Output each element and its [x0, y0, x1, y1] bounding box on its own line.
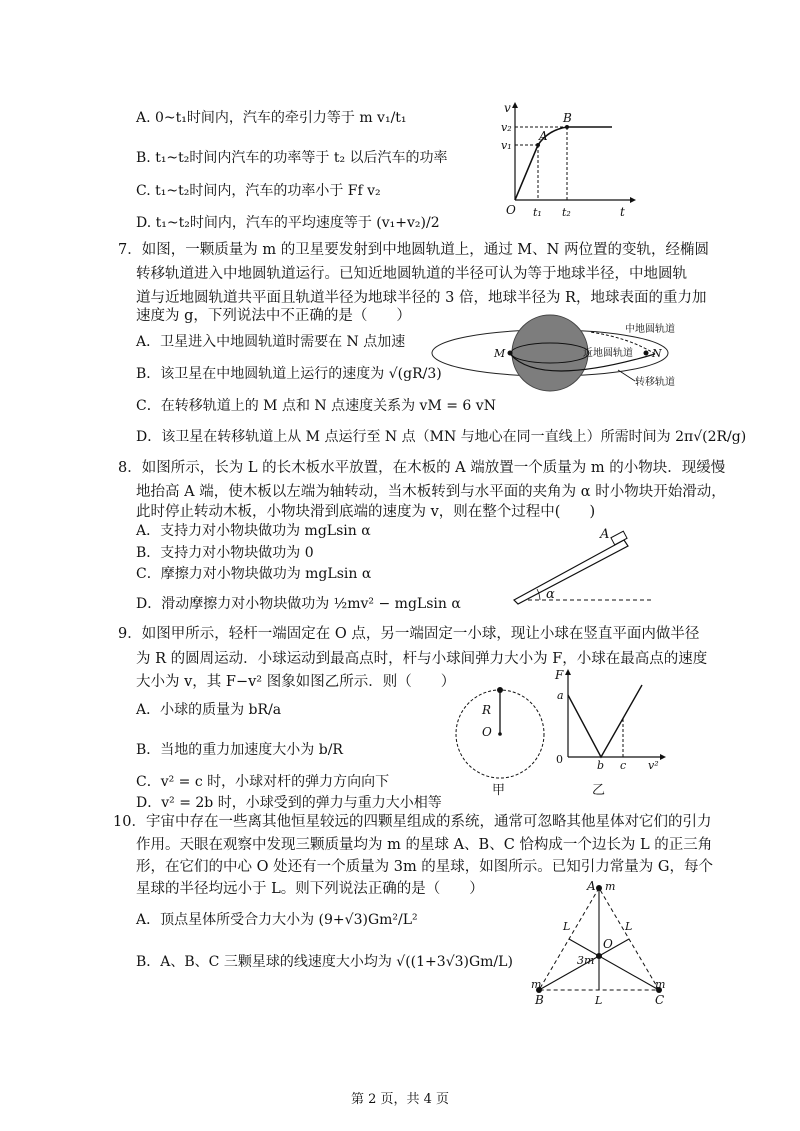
label-3m: 3m [577, 954, 595, 967]
q10-stem-line1: 10．宇宙中存在一些离其他恒星较远的四颗星组成的系统，通常可忽略其他星体对它们的引力 [113, 814, 712, 830]
q9-stem-line1: 9．如图甲所示，轻杆一端固定在 O 点，另一端固定一小球，现让小球在竖直平面内做半径 [118, 626, 700, 642]
ball [497, 687, 503, 693]
label-l-right: L [625, 920, 633, 933]
vt-curve [515, 127, 612, 200]
label-r: R [482, 703, 492, 717]
label-alpha: α [546, 587, 555, 602]
f-v2-line [568, 685, 642, 757]
q10-stem-line3: 形，在它们的中心 O 处还有一个质量为 3m 的星球，如图所示。已知引力常量为 G，每个 [136, 859, 713, 875]
q7-option-b: B．该卫星在中地圆轨道上运行的速度为 √(gR/3) [136, 366, 442, 382]
label-t2: t₂ [562, 206, 571, 219]
q6-vt-graph [500, 100, 640, 225]
label-l-left: L [563, 920, 571, 933]
q9-stem-line2: 为 R 的圆周运动．小球运动到最高点时，杆与小球间弹力大小为 F，小球在最高点的速度 [136, 651, 708, 667]
label-m-top: m [605, 880, 616, 893]
q10-stem-line2: 作用。天眼在观察中发现三颗质量均为 m 的星球 A、B、C 恰构成一个边长为 L 的正三角 [136, 837, 713, 853]
label-b: b [597, 759, 605, 772]
q10-stem-line4: 星球的半径均远小于 L。则下列说法正确的是（ ） [136, 881, 484, 897]
label-c: C [655, 993, 665, 1007]
q8-option-b: B．支持力对小物块做功为 0 [136, 545, 314, 561]
label-mid-orbit: 中地圆轨道 [625, 324, 675, 335]
label-origin: O [506, 203, 516, 217]
caption-yi: 乙 [592, 783, 606, 798]
label-m-right: m [655, 978, 666, 991]
q7-stem-line4: 速度为 g，下列说法中不正确的是（ ） [136, 308, 411, 324]
q7-stem-line1: 7．如图，一颗质量为 m 的卫星要发射到中地圆轨道上，通过 M、N 两位置的变轨，经椭圆 [118, 242, 709, 258]
label-v1: v₁ [501, 139, 512, 152]
q6-option-b: B. t₁~t₂时间内汽车的功率等于 t₂ 以后汽车的功率 [136, 150, 448, 166]
label-f: F [555, 668, 564, 682]
q7-option-a: A．卫星进入中地圆轨道时需要在 N 点加速 [136, 334, 406, 350]
q8-option-c: C．摩擦力对小物块做功为 mgLsin α [136, 566, 372, 582]
q7-stem-line2: 转移轨道进入中地圆轨道运行。已知近地圆轨道的半径可认为等于地球半径，中地圆轨 [136, 266, 687, 282]
label-t1: t₁ [533, 206, 542, 219]
q9-option-a: A．小球的质量为 bR/a [136, 702, 282, 718]
q7-option-c: C．在转移轨道上的 M 点和 N 点速度关系为 vM = 6 vN [136, 398, 496, 414]
q8-stem-line1: 8．如图所示，长为 L 的长木板水平放置，在木板的 A 端放置一个质量为 m 的小物块．现缓慢 [118, 460, 726, 476]
q8-stem-line2: 地抬高 A 端，使木板以左端为轴转动，当木板转到与水平面的夹角为 α 时小物块开始滑动， [136, 484, 726, 500]
label-b: B [535, 993, 544, 1007]
q9-stem-line3: 大小为 v，其 F−v² 图象如图乙所示．则（ ） [136, 674, 456, 690]
q10-option-b: B．A、B、C 三颗星球的线速度大小均为 √((1+3√3)Gm/L) [136, 954, 513, 970]
label-m-left: m [531, 978, 542, 991]
caption-jia: 甲 [492, 783, 506, 798]
q8-option-d: D．滑动摩擦力对小物块做功为 ½mv² − mgLsin α [136, 596, 461, 612]
q7-option-d: D．该卫星在转移轨道上从 M 点运行至 N 点（MN 与地心在同一直线上）所需时间为 2π√(2R/g) [136, 429, 747, 445]
label-l-bottom: L [595, 994, 603, 1007]
page-footer: 第 2 页，共 4 页 [350, 1092, 450, 1107]
label-zero: 0 [556, 753, 563, 766]
label-v: v [504, 101, 511, 115]
label-point-b: B [563, 111, 572, 125]
label-v2: v₂ [501, 121, 512, 134]
q10-triangle-figure [525, 878, 685, 1006]
q7-orbit-figure [430, 318, 730, 400]
label-a: a [557, 689, 564, 702]
q6-option-a: A. 0~t₁时间内，汽车的牵引力等于 m v₁/t₁ [136, 110, 407, 126]
label-c: c [620, 759, 627, 772]
label-point-a: A [539, 129, 548, 143]
label-m: M [494, 347, 506, 360]
label-t: t [620, 205, 625, 219]
q10-option-a: A．顶点星体所受合力大小为 (9+√3)Gm²/L² [136, 912, 418, 928]
q9-option-c: C．v² = c 时，小球对杆的弹力方向向下 [136, 774, 390, 790]
label-o: O [482, 725, 492, 739]
label-a: A [587, 879, 596, 893]
q6-option-d: D. t₁~t₂时间内，汽车的平均速度等于 (v₁+v₂)/2 [136, 215, 440, 231]
label-a-end: A [600, 527, 610, 542]
label-v2: v² [648, 759, 659, 772]
q7-stem-line3: 道与近地圆轨道共平面且轨道半径为地球半径的 3 倍，地球半径为 R，地球表面的重力加 [136, 290, 707, 306]
q9-figure-jia [452, 680, 552, 800]
earth [512, 315, 588, 391]
label-transfer-orbit: 转移轨道 [635, 377, 675, 388]
q9-option-d: D．v² = 2b 时，小球受到的弹力与重力大小相等 [136, 795, 442, 811]
q9-figure-yi [550, 665, 670, 805]
q8-option-a: A．支持力对小物块做功为 mgLsin α [136, 523, 371, 539]
q8-incline-figure [508, 528, 658, 606]
label-n: N [652, 347, 662, 360]
label-near-orbit: 近地圆轨道 [583, 348, 633, 359]
q6-option-c: C. t₁~t₂时间内，汽车的功率小于 Ff v₂ [136, 183, 381, 199]
label-o: O [603, 937, 613, 951]
board [514, 540, 628, 604]
q9-option-b: B．当地的重力加速度大小为 b/R [136, 742, 343, 758]
q8-stem-line3: 此时停止转动木板，小物块滑到底端的速度为 v，则在整个过程中( ) [136, 504, 596, 520]
